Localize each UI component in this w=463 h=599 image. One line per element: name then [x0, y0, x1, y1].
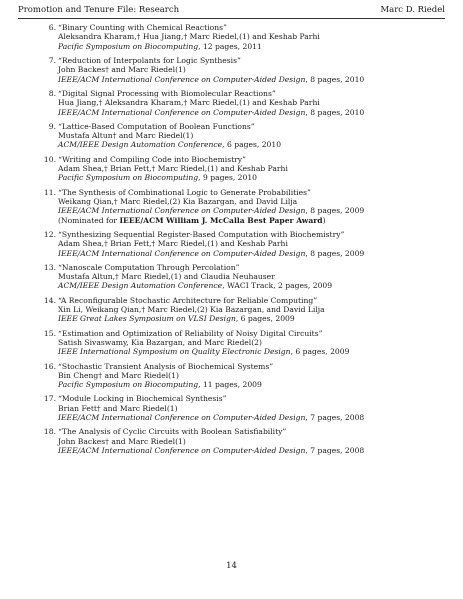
entry-authors: Mustafa Altun,† Marc Riedel,(1) and Claudia Neuhauser — [58, 272, 275, 282]
award-name: IEEE/ACM William J. McCalla Best Paper Award — [119, 215, 323, 225]
entry-number: 10. — [43, 154, 56, 164]
entry-venue: Pacific Symposium on Biocomputing — [58, 41, 199, 51]
publication-entry — [43, 361, 448, 390]
entry-venue: IEEE/ACM International Conference on Computer-Aided Design — [58, 413, 306, 423]
entry-authors: Hua Jiang,† Aleksandra Kharam,† Marc Riedel,(1) and Keshab Parhi — [58, 98, 320, 108]
entry-title: “Writing and Compiling Code into Biochemistry” — [58, 154, 246, 164]
entry-number: 8. — [48, 88, 56, 98]
entry-authors: Brian Fett† and Marc Riedel(1) — [58, 403, 178, 413]
entry-details: , 8 pages, 2009 — [305, 206, 365, 216]
publication-entry — [48, 23, 448, 51]
entry-number: 12. — [43, 229, 56, 239]
entry-venue: ACM/IEEE Design Automation Conference — [58, 140, 223, 150]
entry-number: 17. — [43, 394, 56, 404]
entry-title: “Nanoscale Computation Through Percolation” — [58, 262, 240, 272]
entry-authors: Mustafa Altun† and Marc Riedel(1) — [58, 131, 194, 141]
entry-details: , 8 pages, 2009 — [305, 248, 365, 258]
entry-venue-line — [58, 173, 448, 182]
entry-details: , 8 pages, 2010 — [305, 74, 365, 84]
entry-number: 13. — [43, 262, 56, 272]
entry-number: 18. — [43, 427, 56, 437]
entry-venue: IEEE/ACM International Conference on Computer-Aided Design — [58, 446, 306, 456]
entry-venue: IEEE/ACM International Conference on Computer-Aided Design — [58, 206, 306, 216]
entry-authors: John Backes† and Marc Riedel(1) — [58, 65, 186, 75]
entry-authors: Satish Sivaswamy, Kia Bazargan, and Marc Riedel(2) — [58, 337, 262, 347]
publication-entry — [43, 328, 448, 357]
entry-title: “Module Locking in Biochemical Synthesis” — [58, 394, 227, 404]
entry-number: 15. — [43, 328, 56, 338]
award-suffix: ) — [322, 215, 326, 225]
entry-details: , 7 pages, 2008 — [305, 446, 365, 456]
entry-venue: IEEE International Symposium on Quality Electronic Design — [58, 347, 291, 357]
publication-entry — [43, 154, 448, 183]
publication-entry — [43, 187, 448, 225]
entry-title: “Digital Signal Processing with Biomolecular Reactions” — [58, 88, 276, 98]
entry-authors: Bin Cheng† and Marc Riedel(1) — [58, 370, 179, 380]
entry-details: , WACI Track, 2 pages, 2009 — [222, 281, 333, 291]
entry-venue: IEEE/ACM International Conference on Computer-Aided Design — [58, 74, 306, 84]
entry-number: 11. — [43, 187, 56, 197]
header-author-name: Marc D. Riedel — [380, 5, 445, 15]
entry-venue-line — [58, 42, 448, 51]
entry-venue-line — [58, 446, 448, 455]
entry-venue: ACM/IEEE Design Automation Conference — [58, 281, 223, 291]
entry-details: , 9 pages, 2010 — [198, 173, 258, 183]
entry-venue-line — [58, 140, 448, 149]
entry-venue-line — [58, 347, 448, 356]
entry-title: “Estimation and Optimization of Reliability of Noisy Digital Circuits” — [58, 328, 323, 338]
entry-venue-line — [58, 314, 448, 323]
publication-entry — [43, 262, 448, 291]
publication-entry — [43, 427, 448, 456]
page-number: 14 — [226, 561, 237, 571]
entry-details: , 7 pages, 2008 — [305, 413, 365, 423]
entry-title: “The Synthesis of Combinational Logic to Generate Probabilities” — [58, 187, 311, 197]
entry-details: , 12 pages, 2011 — [198, 41, 262, 51]
publication-entry — [43, 229, 448, 258]
entry-venue-line — [58, 413, 448, 422]
entry-title: “Synthesizing Sequential Register-Based Computation with Biochemistry” — [58, 229, 345, 239]
entry-venue-line — [58, 75, 448, 84]
entry-venue: IEEE/ACM International Conference on Computer-Aided Design — [58, 107, 306, 117]
header-rule — [18, 18, 445, 19]
entry-venue: IEEE/ACM International Conference on Computer-Aided Design — [58, 248, 306, 258]
entry-venue-line — [58, 380, 448, 389]
entry-title: “The Analysis of Cyclic Circuits with Boolean Satisfiability” — [58, 427, 287, 437]
entry-title: “Binary Counting with Chemical Reactions” — [58, 23, 227, 32]
publication-entry — [48, 88, 448, 117]
entry-title: “Lattice-Based Computation of Boolean Functions” — [58, 121, 255, 131]
entry-authors: Xin Li, Weikang Qian,† Marc Riedel,(2) Kia Bazargan, and David Lilja — [58, 305, 325, 315]
publication-list — [43, 23, 448, 460]
entry-authors: Aleksandra Kharam,† Hua Jiang,† Marc Riedel,(1) and Keshab Parhi — [58, 32, 320, 42]
entry-details: , 6 pages, 2009 — [235, 314, 295, 324]
entry-authors: John Backes† and Marc Riedel(1) — [58, 436, 186, 446]
entry-number: 9. — [48, 121, 56, 131]
entry-title: “Reduction of Interpolants for Logic Synthesis” — [58, 55, 241, 65]
header-left-title: Promotion and Tenure File: Research — [18, 5, 180, 15]
publication-entry — [43, 394, 448, 423]
entry-details: , 6 pages, 2009 — [290, 347, 350, 357]
award-prefix: (Nominated for — [58, 215, 120, 225]
entry-venue-line — [58, 281, 448, 290]
entry-title: “Stochastic Transient Analysis of Biochemical Systems” — [58, 361, 274, 371]
entry-venue-line — [58, 206, 448, 215]
entry-venue: Pacific Symposium on Biocomputing — [58, 173, 199, 183]
publication-entry — [48, 55, 448, 84]
publication-entry — [48, 121, 448, 150]
entry-details: , 8 pages, 2010 — [305, 107, 365, 117]
entry-number: 6. — [48, 23, 56, 32]
entry-number: 16. — [43, 361, 56, 371]
page-header — [18, 5, 445, 15]
entry-award-line — [58, 216, 448, 225]
entry-title: “A Reconfigurable Stochastic Architecture for Reliable Computing” — [58, 295, 318, 305]
entry-authors: Adam Shea,† Brian Fett,† Marc Riedel,(1) and Keshab Parhi — [58, 239, 288, 249]
entry-venue-line — [58, 108, 448, 117]
entry-details: , 6 pages, 2010 — [222, 140, 282, 150]
publication-entry — [43, 295, 448, 324]
entry-venue: Pacific Symposium on Biocomputing — [58, 380, 199, 390]
entry-details: , 11 pages, 2009 — [198, 380, 262, 390]
entry-authors: Adam Shea,† Brian Fett,† Marc Riedel,(1) and Keshab Parhi — [58, 164, 288, 174]
entry-venue-line — [58, 249, 448, 258]
entry-authors: Weikang Qian,† Marc Riedel,(2) Kia Bazargan, and David Lilja — [58, 196, 298, 206]
entry-number: 14. — [43, 295, 56, 305]
entry-number: 7. — [48, 55, 56, 65]
entry-venue: IEEE Great Lakes Symposium on VLSI Design — [58, 314, 236, 324]
